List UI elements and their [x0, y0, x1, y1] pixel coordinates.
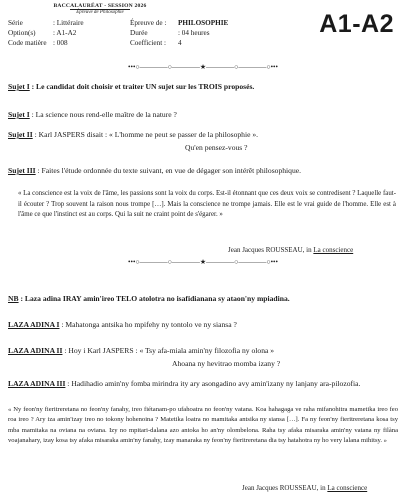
- subject-1-label: Sujet I: [8, 110, 30, 119]
- laza-1: [8, 320, 237, 330]
- subject-1: [8, 110, 177, 120]
- laza-2-label: LAZA ADINA II: [8, 346, 63, 355]
- french-author-work: La conscience: [313, 246, 354, 254]
- laza-2-text: : Hoy i Karl JASPERS : « Tsy afa-miala amin'ny filozofia ny olona »: [62, 346, 275, 355]
- duree-value: : 04 heures: [178, 29, 210, 37]
- code-value: : 008: [53, 39, 68, 47]
- subject-2-label: Sujet II: [8, 130, 33, 139]
- subject-1-text: : La science nous rend-elle maître de la nature ?: [29, 110, 177, 119]
- epreuve-value: PHILOSOPHIE: [178, 19, 229, 27]
- laza-1-text: : Mahatonga antsika ho mpifehy ny tontolo ve ny siansa ?: [59, 320, 237, 329]
- instruction-text: : Le candidat doit choisir et traiter UN sujet sur les TROIS proposés.: [29, 82, 255, 91]
- laza-2-question: Ahoana ny hevitrao momba izany ?: [172, 359, 281, 368]
- serie-label: Série: [8, 19, 23, 27]
- nb-label: NB: [8, 294, 19, 303]
- instruction-line: [8, 82, 254, 92]
- duree-label: Durée: [130, 29, 148, 37]
- laza-1-label: LAZA ADINA I: [8, 320, 60, 329]
- subject-2-text: : Karl JASPERS disait : « L'homme ne peut se passer de la philosophie ».: [32, 130, 259, 139]
- nb-line: [8, 294, 290, 304]
- subject-2: [8, 130, 258, 140]
- laza-3: [8, 379, 398, 389]
- laza-3-text: : Hadihadio amin'ny fomba mirindra ity ary asongadino avy amin'izany ny lanjany ara-pilozofia.: [65, 379, 361, 388]
- epreuve-label: Épreuve de :: [130, 19, 167, 27]
- subject-3: [8, 166, 301, 176]
- code-label: Code matière: [8, 39, 47, 47]
- malagasy-quote: « Ny feon'ny fieritreretana no feon'ny fanahy, ireo fiétanam-po ufahoatra no feon'ny vatana. Koa hahagaga ve raha mifanohitra mametika ireo feo roa ireo ? Ary iza amin'izay ireo no tokony hohenoina ? Matetika loatra no mamitaka antsika ny siansa […]. Fa ny feon'ny fieritreretana kosa tsy mba mamitaka na oviana na oviana. Izy no mpitari-dalana azo antoka ho an'ny olombelona. Raha tsy afaka misaraka amin'ny vatana ny filàna voajanahary, izay kosa tsy afaka misaraka amin'ny fanahy, izay manaraka ny feon'ny fieritreretana dia tsy hatahotra ny ho very lalana mihitsy. »: [8, 406, 398, 444]
- french-author-name: Jean Jacques ROUSSEAU, in: [228, 246, 314, 254]
- subject-3-text: : Faites l'étude ordonnée du texte suivant, en vue de dégager son intérêt philosophique.: [35, 166, 302, 175]
- exam-session-title: BACCALAURÉAT - SESSION 2026: [53, 3, 147, 9]
- malagasy-author-work: La conscience: [327, 484, 368, 492]
- series-badge: A1-A2: [319, 10, 394, 38]
- ornament-divider-middle: •••○————○————★————○————○•••: [128, 258, 278, 266]
- french-author: [228, 246, 353, 254]
- coefficient-value: 4: [178, 39, 182, 47]
- french-quote: « La conscience est la voix de l'âme, les passions sont la voix du corps. Est-il étonnant que ces deux voix se contredisent ? Laquelle faut-il écouter ? Trop souvent la raison nous trompe […]. Mais la conscience ne trompe jamais. Elle est le vrai guide de l'homme. Elle est à l'âme ce que l'instinct est au corps. Qui la suit ne craint point de s'égarer. »: [18, 190, 396, 218]
- subject-2-question: Qu'en pensez-vous ?: [185, 143, 248, 152]
- options-value: : A1-A2: [53, 29, 77, 37]
- malagasy-author: [242, 484, 367, 492]
- nb-text: : Laza adina IRAY amin'ireo TELO atolotra no isafidianana sy ataon'ny mpiadina.: [18, 294, 290, 303]
- subject-3-label: Sujet III: [8, 166, 36, 175]
- coefficient-label: Coefficient :: [130, 39, 166, 47]
- serie-value: : Littéraire: [53, 19, 84, 27]
- options-label: Option(s): [8, 29, 36, 37]
- instruction-label: Sujet I: [8, 82, 30, 91]
- ornament-divider-top: •••○————○————★————○————○•••: [128, 63, 278, 71]
- exam-meta-right: [130, 19, 270, 49]
- exam-subtitle: Épreuve de Philosophie: [76, 10, 124, 15]
- laza-3-label: LAZA ADINA III: [8, 379, 66, 388]
- laza-2: [8, 346, 274, 356]
- malagasy-author-name: Jean Jacques ROUSSEAU, in: [242, 484, 328, 492]
